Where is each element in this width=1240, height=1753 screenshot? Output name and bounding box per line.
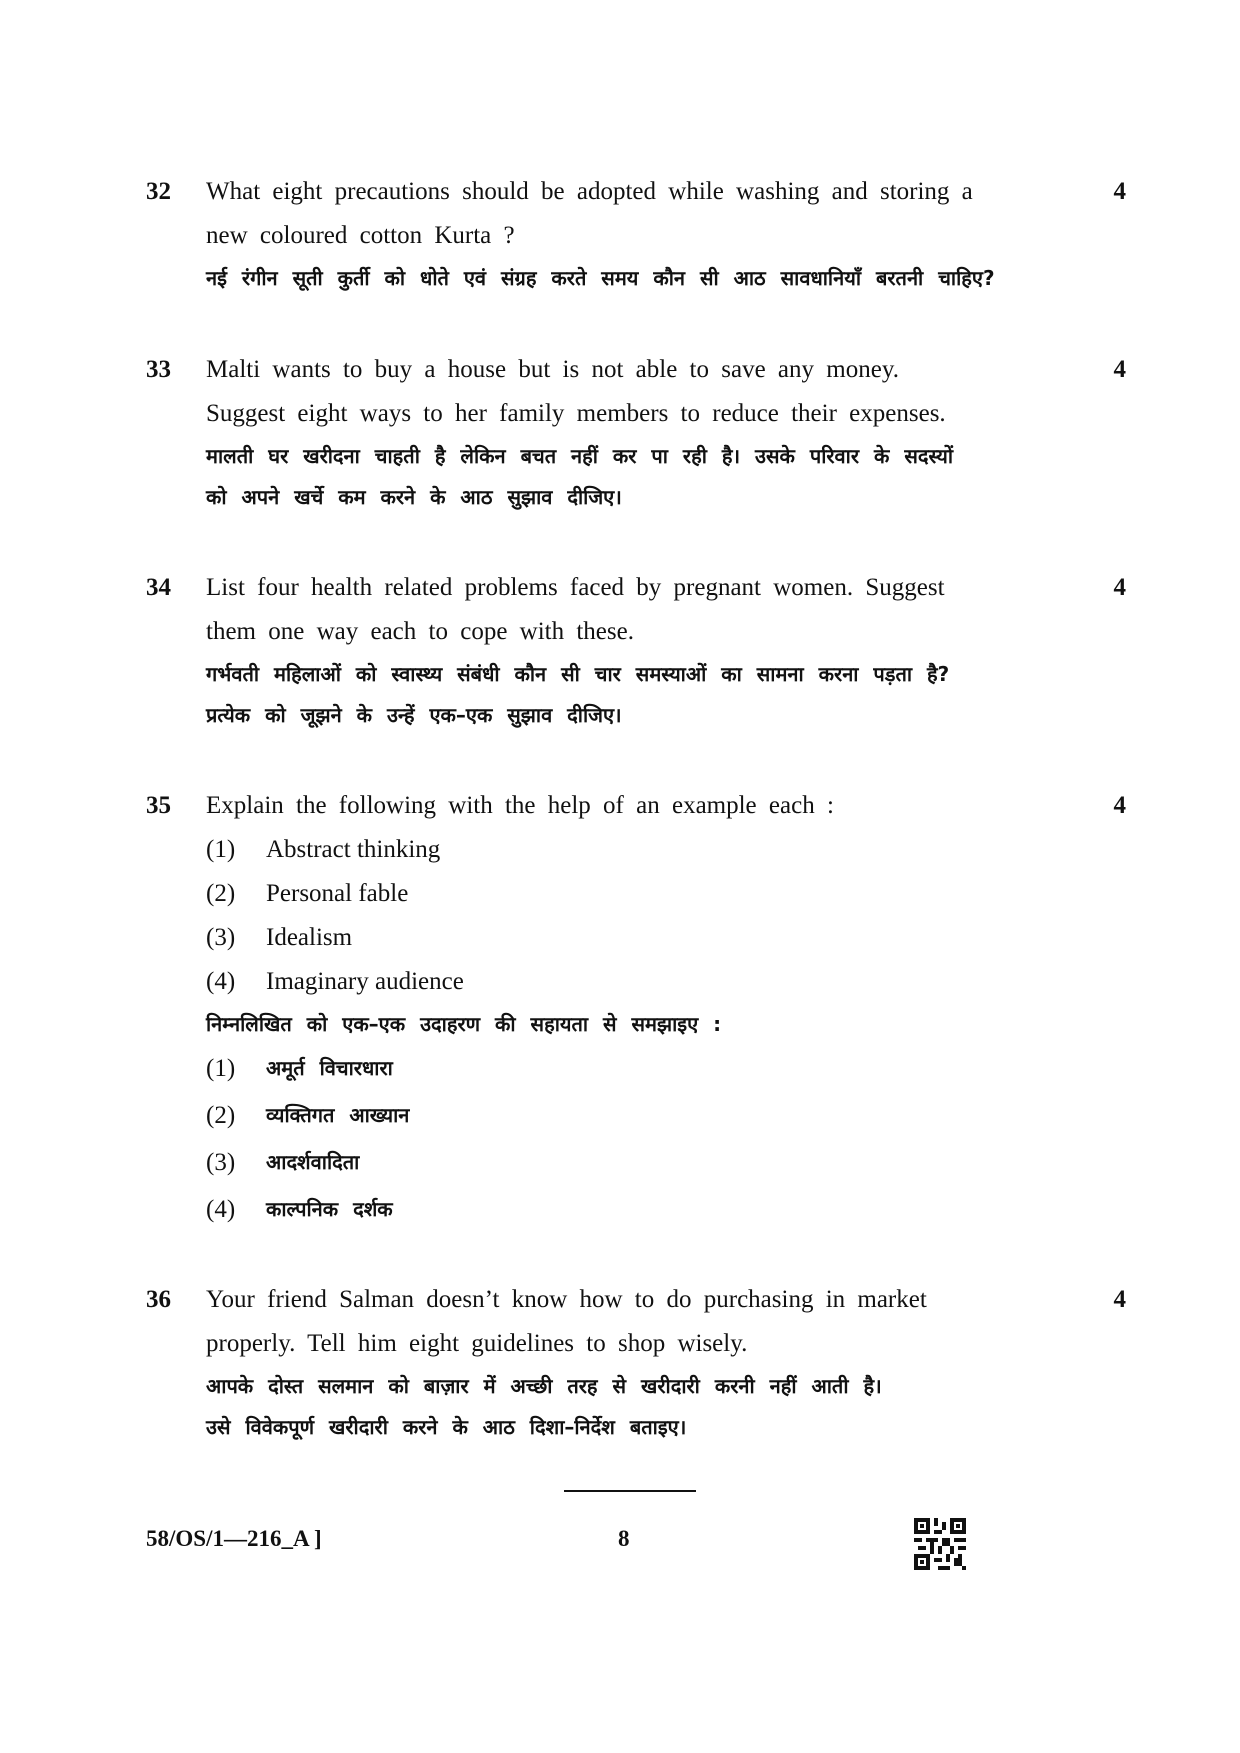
option-number: (3) (206, 924, 236, 951)
question-body (206, 170, 1066, 299)
english-line: properly. Tell him eight guidelines to shop wisely. (206, 1330, 748, 1357)
question-body (206, 566, 1066, 736)
english-line: List four health related problems faced by pregnant women. Suggest (206, 574, 945, 601)
question-body (206, 348, 1066, 518)
question-body (206, 784, 1066, 1233)
english-line: What eight precautions should be adopted while washing and storing a (206, 178, 973, 205)
english-line: Your friend Salman doesn’t know how to do purchasing in market (206, 1286, 927, 1313)
option-number: (1) (206, 836, 236, 863)
option-item (206, 916, 1066, 960)
question-body (206, 1278, 1066, 1448)
option-item (206, 828, 1066, 872)
question-number: 36 (146, 1286, 171, 1313)
question-marks: 4 (1113, 792, 1126, 819)
option-text: व्यक्तिगत आख्यान (266, 1103, 410, 1127)
question-number: 33 (146, 356, 171, 383)
question-36 (146, 1278, 1126, 1448)
option-item (206, 1045, 1066, 1092)
option-item (206, 960, 1066, 1004)
question-32 (146, 170, 1126, 299)
question-number: 34 (146, 574, 171, 601)
paper-code: 58/OS/1—216_A ] (146, 1526, 322, 1551)
option-text: Idealism (266, 924, 353, 951)
option-number: (2) (206, 880, 236, 907)
end-divider (564, 1490, 696, 1492)
question-33 (146, 348, 1126, 518)
hindi-line: नई रंगीन सूती कुर्ती को धोते एवं संग्रह करते समय कौन सी आठ सावधानियाँ बरतनी चाहिए? (206, 266, 995, 290)
hindi-line: उसे विवेकपूर्ण खरीदारी करने के आठ दिशा–निर्देश बताइए। (206, 1415, 687, 1439)
question-marks: 4 (1113, 178, 1126, 205)
option-text: आदर्शवादिता (266, 1150, 360, 1174)
option-text: Personal fable (266, 880, 409, 907)
option-text: काल्पनिक दर्शक (266, 1197, 393, 1221)
option-item (206, 872, 1066, 916)
english-line: Explain the following with the help of an example each : (206, 792, 834, 819)
page-number: 8 (618, 1526, 630, 1551)
option-number: (2) (206, 1102, 236, 1129)
hindi-line: को अपने खर्चे कम करने के आठ सुझाव दीजिए। (206, 485, 622, 509)
option-item (206, 1092, 1066, 1139)
question-35 (146, 784, 1126, 1233)
option-item (206, 1186, 1066, 1233)
question-marks: 4 (1113, 574, 1126, 601)
option-text: Abstract thinking (266, 836, 441, 863)
english-line: new coloured cotton Kurta ? (206, 222, 515, 249)
option-item (206, 1139, 1066, 1186)
option-text: अमूर्त विचारधारा (266, 1056, 393, 1080)
option-number: (4) (206, 1196, 236, 1223)
english-line: Suggest eight ways to her family members to reduce their expenses. (206, 400, 946, 427)
hindi-line: प्रत्येक को जूझने के उन्हें एक–एक सुझाव दीजिए। (206, 703, 622, 727)
question-marks: 4 (1113, 356, 1126, 383)
hindi-line: मालती घर खरीदना चाहती है लेकिन बचत नहीं कर पा रही है। उसके परिवार के सदस्यों (206, 444, 954, 468)
question-34 (146, 566, 1126, 736)
qr-code-icon (914, 1518, 966, 1570)
option-number: (1) (206, 1055, 236, 1082)
option-number: (3) (206, 1149, 236, 1176)
english-line: them one way each to cope with these. (206, 618, 634, 645)
option-text: Imaginary audience (266, 968, 464, 995)
hindi-line: निम्नलिखित को एक–एक उदाहरण की सहायता से समझाइए : (206, 1012, 722, 1036)
hindi-line: आपके दोस्त सलमान को बाज़ार में अच्छी तरह से खरीदारी करनी नहीं आती है। (206, 1374, 882, 1398)
question-number: 35 (146, 792, 171, 819)
english-line: Malti wants to buy a house but is not able to save any money. (206, 356, 899, 383)
question-number: 32 (146, 178, 171, 205)
question-marks: 4 (1113, 1286, 1126, 1313)
hindi-line: गर्भवती महिलाओं को स्वास्थ्य संबंधी कौन सी चार समस्याओं का सामना करना पड़ता है? (206, 662, 950, 686)
option-number: (4) (206, 968, 236, 995)
